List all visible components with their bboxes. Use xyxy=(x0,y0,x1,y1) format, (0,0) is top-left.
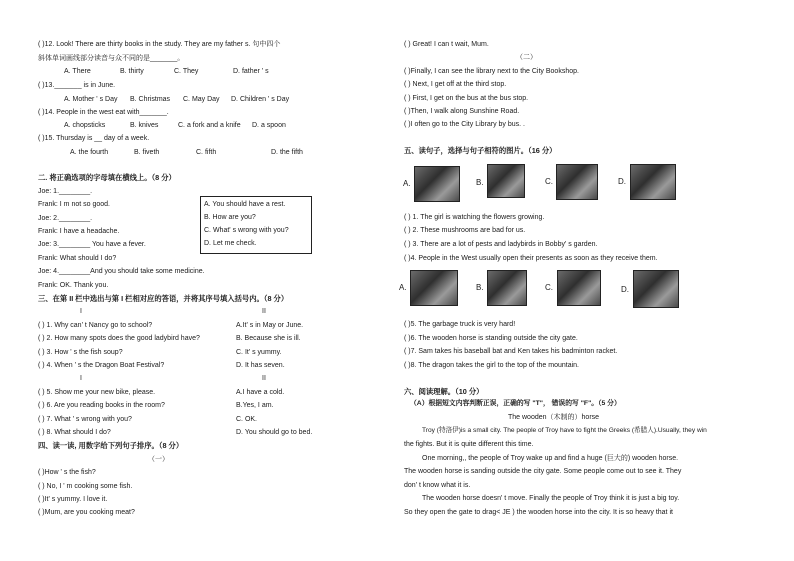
picture-b2 xyxy=(487,270,527,306)
part-2-label: （二） xyxy=(516,54,537,61)
picture-label: C. xyxy=(545,283,553,292)
section-5-heading: 五、读句子，选择与句子相符的图片。（16 分） xyxy=(404,146,557,155)
order-line: ( )How ' s the fish? xyxy=(38,469,96,476)
order-line: ( )Then, I walk along Sunshine Road. xyxy=(404,108,520,115)
box-option: D. Let me check. xyxy=(204,240,257,247)
passage-line: So they open the gate to drag< JE ) the wooden horse into the city. It is so heavy that it xyxy=(404,509,673,516)
match-answer: A.It' s in May or June. xyxy=(236,322,304,329)
order-line: ( )I often go to the City Library by bus. . xyxy=(404,121,525,128)
match-answer: D. It has seven. xyxy=(236,362,285,369)
picture-label: A. xyxy=(399,283,407,292)
option: A. Mother ' s Day xyxy=(64,96,118,103)
passage-line: the fights. But it is quite different this time. xyxy=(404,441,534,448)
picture-c2 xyxy=(557,270,601,306)
picture-d xyxy=(630,164,676,200)
picture-sentence: ( ) 2. These mushrooms are bad for us. xyxy=(404,227,526,234)
match-question: ( ) 3. How ' s the fish soup? xyxy=(38,349,123,356)
match-answer: D. You should go to bed. xyxy=(236,429,313,436)
picture-sentence: ( )7. Sam takes his baseball bat and Ken takes his badminton racket. xyxy=(404,348,618,355)
column-i-label: I xyxy=(80,308,82,315)
match-question: ( ) 2. How many spots does the good ladybird have? xyxy=(38,335,200,342)
match-question: ( ) 4. When ' s the Dragon Boat Festival? xyxy=(38,362,165,369)
question-12: ( )12. Look! There are thirty books in the study. They are my father s. 句中四个 xyxy=(38,41,281,48)
option: D. father ' s xyxy=(233,68,269,75)
option: C. May Day xyxy=(183,96,220,103)
section-3-heading: 三、在第 II 栏中选出与第 I 栏相对应的答语，并将其序号填入括号内。（8 分） xyxy=(38,294,289,303)
order-line: ( ) First, I get on the bus at the bus stop. xyxy=(404,95,529,102)
picture-label: C. xyxy=(545,177,553,186)
order-line: ( ) Next, I get off at the third stop. xyxy=(404,81,507,88)
picture-sentence: ( ) 1. The girl is watching the flowers growing. xyxy=(404,214,545,221)
picture-b xyxy=(487,164,525,198)
match-answer: C. OK. xyxy=(236,416,258,423)
dialog-line: Frank: What should I do? xyxy=(38,255,117,262)
option: B. fiveth xyxy=(134,149,160,156)
option: D. Children ' s Day xyxy=(231,96,290,103)
picture-sentence: ( )5. The garbage truck is very hard! xyxy=(404,321,516,328)
passage-line: One morning,, the people of Troy wake up and find a huge (巨大的) wooden horse. xyxy=(422,455,679,462)
match-answer: B.Yes, I am. xyxy=(236,402,274,409)
match-question: ( ) 6. Are you reading books in the room? xyxy=(38,402,165,409)
picture-sentence: ( ) 3. There are a lot of pests and ladybirds in Bobby' s garden. xyxy=(404,241,598,248)
column-ii-label: II xyxy=(262,308,266,315)
order-line: ( ) Great! I can t wait, Mum. xyxy=(404,41,489,48)
column-i-label: I xyxy=(80,375,82,382)
option: D. the fifth xyxy=(271,149,303,156)
option: A. chopsticks xyxy=(64,122,106,129)
passage-title: The wooden（木制的）horse xyxy=(508,414,600,421)
picture-label: B. xyxy=(476,178,484,187)
section-6a-instruction: （A）根据短文内容判断正误，正确的写 "T"， 错误的写 "F"。（5 分） xyxy=(410,400,621,407)
match-answer: B. Because she is ill. xyxy=(236,335,301,342)
dialog-line: Frank: I have a headache. xyxy=(38,228,120,235)
order-line: ( )Mum, are you cooking meat? xyxy=(38,509,135,516)
option: C. a fork and a knife xyxy=(178,122,241,129)
match-answer: C. It' s yummy. xyxy=(236,349,282,356)
dialog-line: Joe: 4.________And you should take some medicine. xyxy=(38,268,205,275)
question-15: ( )15. Thursday is __ day of a week. xyxy=(38,135,150,142)
section-2-heading: 二. 将正确选项的字母填在横线上。（8 分） xyxy=(38,173,176,182)
option: C. They xyxy=(174,68,199,75)
dialog-line: Joe: 2.________. xyxy=(38,215,93,222)
picture-label: D. xyxy=(621,285,629,294)
picture-sentence: ( )8. The dragon takes the girl to the top of the mountain. xyxy=(404,362,579,369)
picture-label: D. xyxy=(618,177,626,186)
option: B. thirty xyxy=(120,68,144,75)
box-option: B. How are you? xyxy=(204,214,256,221)
picture-d2 xyxy=(633,270,679,308)
picture-label: B. xyxy=(476,283,484,292)
box-option: C. What' s wrong with you? xyxy=(204,227,289,234)
option: B. knives xyxy=(130,122,159,129)
dialog-line: Joe: 3.________ You have a fever. xyxy=(38,241,146,248)
dialog-line: Joe: 1.________. xyxy=(38,188,93,195)
picture-label: A. xyxy=(403,179,411,188)
order-line: ( ) No, I ' m cooking some fish. xyxy=(38,483,133,490)
question-12-instruction: 斜体单词画线部分读音与众不同的是_______。 xyxy=(38,55,185,62)
match-question: ( ) 5. Show me your new bike, please. xyxy=(38,389,156,396)
passage-line: The wooden horse doesn' t move. Finally the people of Troy think it is just a big toy. xyxy=(422,495,680,502)
box-option: A. You should have a rest. xyxy=(204,201,286,208)
picture-sentence: ( )6. The wooden horse is standing outside the city gate. xyxy=(404,335,578,342)
dialog-line: Frank: I m not so good. xyxy=(38,201,110,208)
picture-c xyxy=(556,164,598,200)
part-1-label: （一） xyxy=(148,456,169,463)
question-13: ( )13._______ is in June. xyxy=(38,82,116,89)
option: A. There xyxy=(64,68,91,75)
picture-a2 xyxy=(410,270,458,306)
option: D. a spoon xyxy=(252,122,286,129)
order-line: ( )Finally, I can see the library next to the City Bookshop. xyxy=(404,68,579,75)
question-14: ( )14. People in the west eat with_______. xyxy=(38,109,169,116)
option: A. the fourth xyxy=(70,149,109,156)
match-question: ( ) 7. What ' s wrong with you? xyxy=(38,416,132,423)
answer-options-box xyxy=(200,196,312,254)
match-question: ( ) 8. What should I do? xyxy=(38,429,111,436)
option: C. fifth xyxy=(196,149,217,156)
order-line: ( )It' s yummy. I love it. xyxy=(38,496,108,503)
picture-sentence: ( )4. People in the West usually open their presents as soon as they receive them. xyxy=(404,255,658,262)
passage-line: don' t know what it is. xyxy=(404,482,471,489)
column-ii-label: II xyxy=(262,375,266,382)
match-answer: A.I have a cold. xyxy=(236,389,285,396)
option: B. Christmas xyxy=(130,96,171,103)
picture-a xyxy=(414,166,460,202)
passage-line: Troy (特洛伊)is a small city. The people of Troy have to fight the Greeks (希腊人).Usually, they win xyxy=(422,427,707,434)
section-6-heading: 六、阅读理解。（10 分） xyxy=(404,387,484,396)
dialog-line: Frank: OK. Thank you. xyxy=(38,282,109,289)
section-4-heading: 四、读一读, 用数字给下列句子排序。（8 分） xyxy=(38,441,184,450)
match-question: ( ) 1. Why can' t Nancy go to school? xyxy=(38,322,153,329)
passage-line: The wooden horse is sanding outside the city gate. Some people come out to see it. They xyxy=(404,468,682,475)
